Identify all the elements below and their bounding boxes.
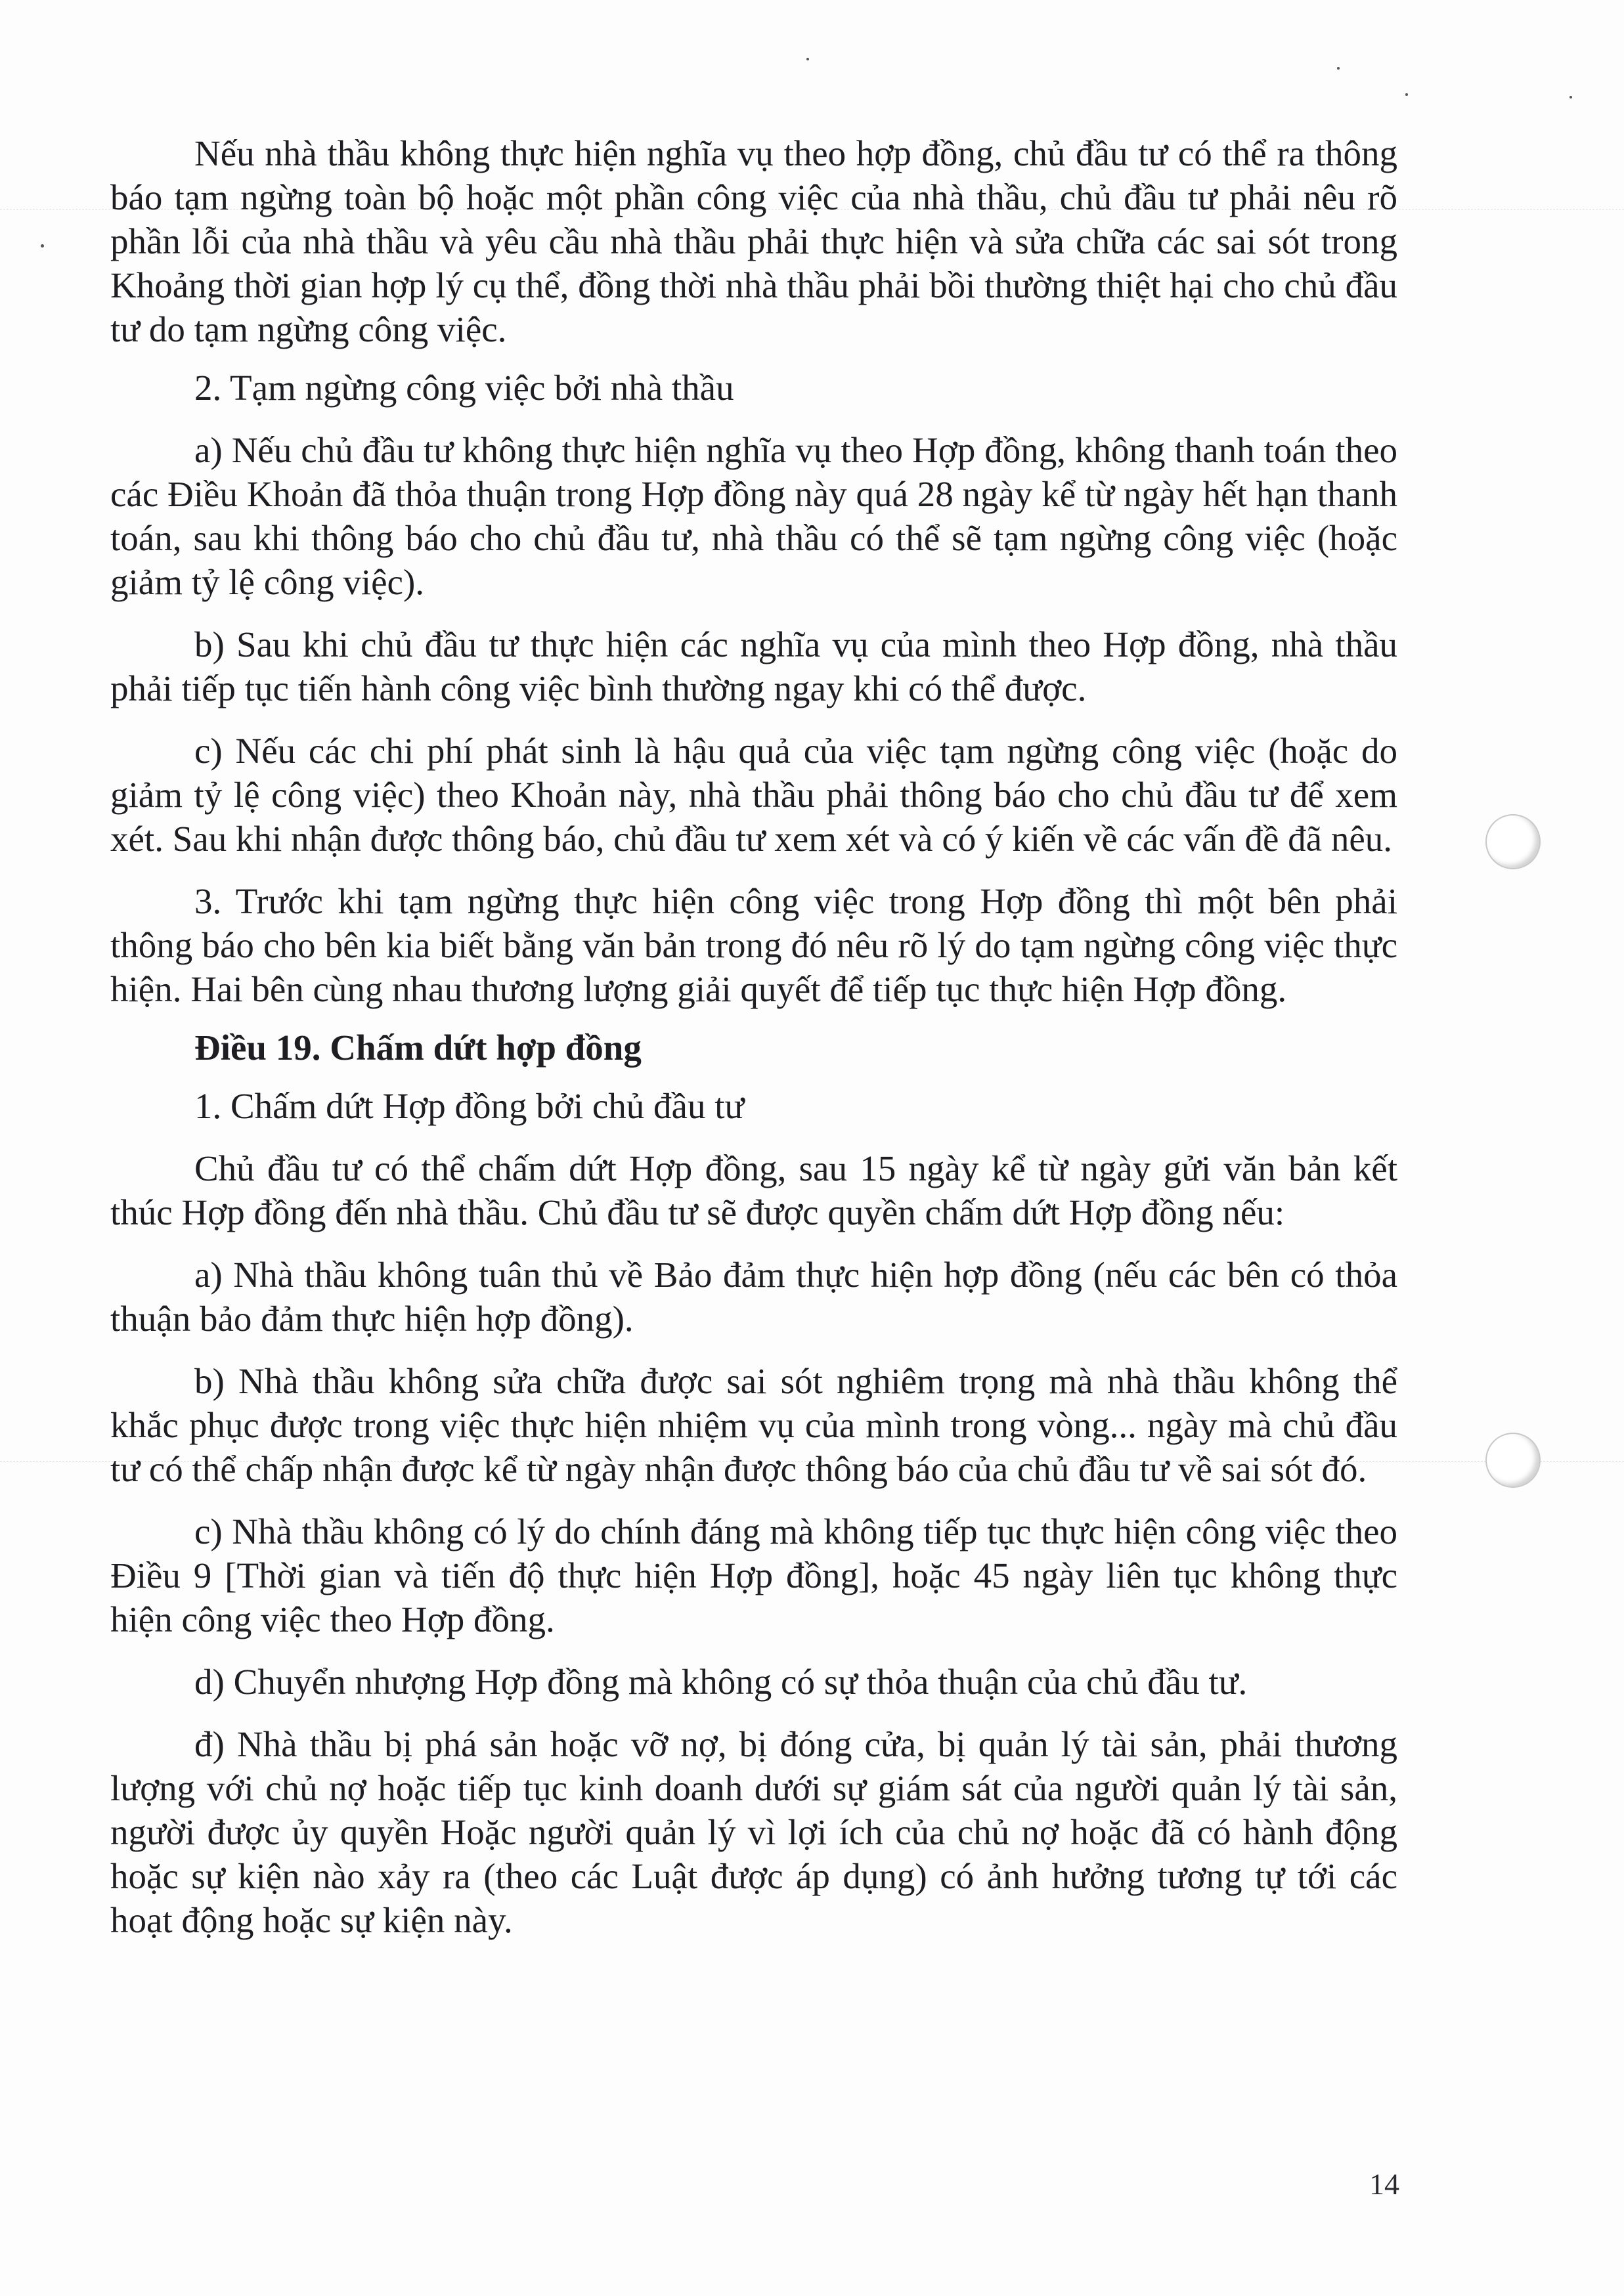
document-body bbox=[110, 131, 1397, 1942]
scan-speck bbox=[1337, 67, 1340, 70]
paragraph: đ) Nhà thầu bị phá sản hoặc vỡ nợ, bị đóng cửa, bị quản lý tài sản, phải thương lượng với chủ nợ hoặc tiếp tục kinh doanh dưới sự giám sát của người quản lý tài sản, người được ủy quyền Hoặc người quản lý vì lợi ích của chủ nợ hoặc đã có hành động hoặc sự kiện nào xảy ra (theo các Luật được áp dụng) có ảnh hưởng tương tự tới các hoạt động hoặc sự kiện này. bbox=[110, 1724, 1397, 1940]
paragraph: c) Nhà thầu không có lý do chính đáng mà không tiếp tục thực hiện công việc theo Điều 9 [Thời gian và tiến độ thực hiện Hợp đồng], hoặc 45 ngày liên tục không thực hiện công việc theo Hợp đồng. bbox=[110, 1511, 1397, 1639]
paragraph: d) Chuyển nhượng Hợp đồng mà không có sự thỏa thuận của chủ đầu tư. bbox=[194, 1662, 1248, 1702]
article-heading: Điều 19. Chấm dứt hợp đồng bbox=[194, 1028, 642, 1068]
scan-speck bbox=[41, 244, 44, 248]
paragraph: c) Nếu các chi phí phát sinh là hậu quả của việc tạm ngừng công việc (hoặc do giảm tỷ lệ công việc) theo Khoản này, nhà thầu phải thông báo cho chủ đầu tư để xem xét. Sau khi nhận được thông báo, chủ đầu tư xem xét và có ý kiến về các vấn đề đã nêu. bbox=[110, 731, 1397, 859]
scan-speck bbox=[1405, 93, 1408, 96]
paragraph: a) Nếu chủ đầu tư không thực hiện nghĩa vụ theo Hợp đồng, không thanh toán theo các Điều Khoản đã thỏa thuận trong Hợp đồng này quá 28 ngày kể từ ngày hết hạn thanh toán, sau khi thông báo cho chủ đầu tư, nhà thầu có thể sẽ tạm ngừng công việc (hoặc giảm tỷ lệ công việc). bbox=[110, 430, 1397, 602]
paragraph: Nếu nhà thầu không thực hiện nghĩa vụ theo hợp đồng, chủ đầu tư có thể ra thông báo tạm ngừng toàn bộ hoặc một phần công việc của nhà thầu, chủ đầu tư phải nêu rõ phần lỗi của nhà thầu và yêu cầu nhà thầu phải thực hiện và sửa chữa các sai sót trong Khoảng thời gian hợp lý cụ thể, đồng thời nhà thầu phải bồi thường thiệt hại cho chủ đầu tư do tạm ngừng công việc. bbox=[110, 133, 1397, 349]
punch-hole bbox=[1485, 814, 1541, 869]
paragraph: b) Sau khi chủ đầu tư thực hiện các nghĩa vụ của mình theo Hợp đồng, nhà thầu phải tiếp tục tiến hành công việc bình thường ngay khi có thể được. bbox=[110, 624, 1397, 708]
paragraph: 3. Trước khi tạm ngừng thực hiện công việc trong Hợp đồng thì một bên phải thông báo cho bên kia biết bằng văn bản trong đó nêu rõ lý do tạm ngừng công việc thực hiện. Hai bên cùng nhau thương lượng giải quyết để tiếp tục thực hiện Hợp đồng. bbox=[110, 881, 1397, 1009]
section-heading: 2. Tạm ngừng công việc bởi nhà thầu bbox=[194, 368, 734, 408]
punch-hole bbox=[1485, 1433, 1541, 1488]
scan-speck bbox=[1569, 96, 1572, 98]
paragraph: b) Nhà thầu không sửa chữa được sai sót nghiêm trọng mà nhà thầu không thể khắc phục được trong việc thực hiện nhiệm vụ của mình trong vòng... ngày mà chủ đầu tư có thể chấp nhận được kể từ ngày nhận được thông báo của chủ đầu tư về sai sót đó. bbox=[110, 1361, 1397, 1489]
paragraph: a) Nhà thầu không tuân thủ về Bảo đảm thực hiện hợp đồng (nếu các bên có thỏa thuận bảo đảm thực hiện hợp đồng). bbox=[110, 1255, 1397, 1339]
scan-speck bbox=[806, 58, 809, 60]
section-heading: 1. Chấm dứt Hợp đồng bởi chủ đầu tư bbox=[194, 1086, 745, 1126]
paragraph: Chủ đầu tư có thể chấm dứt Hợp đồng, sau 15 ngày kể từ ngày gửi văn bản kết thúc Hợp đồng đến nhà thầu. Chủ đầu tư sẽ được quyền chấm dứt Hợp đồng nếu: bbox=[110, 1148, 1397, 1232]
page-number: 14 bbox=[1369, 2167, 1399, 2201]
